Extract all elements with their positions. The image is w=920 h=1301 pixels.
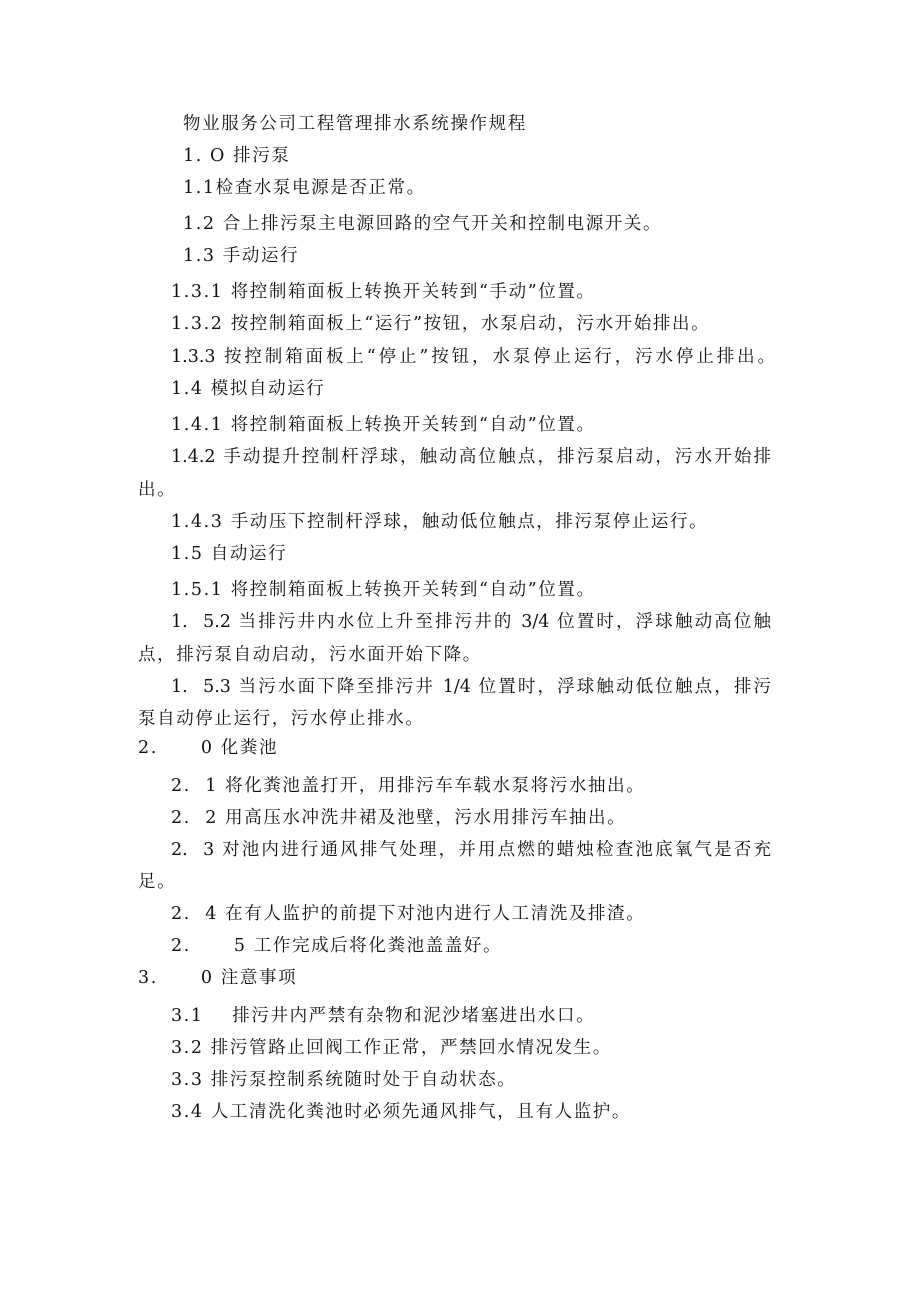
heading-3-0: 3. 0 注意事项 xyxy=(138,968,298,988)
item-1-3-2: 1.3.2 按控制箱面板上“运行”按钮，水泵启动，污水开始排出。 xyxy=(171,314,711,334)
item-3-4: 3.4 人工清洗化粪池时必须先通风排气，且有人监护。 xyxy=(171,1102,631,1122)
item-1-5-2-cont: 点，排污泵自动启动，污水面开始下降。 xyxy=(138,645,482,665)
item-2-3-cont: 足。 xyxy=(138,872,177,892)
item-3-1: 3.1 排污井内严禁有杂物和泥沙堵塞进出水口。 xyxy=(171,1006,596,1026)
item-1-5-2: 1. 5.2 当排污井内水位上升至排污井的 3/4 位置时，浮球触动高位触 xyxy=(171,612,771,632)
item-2-5: 2. 5 工作完成后将化粪池盖盖好。 xyxy=(171,936,503,956)
item-1-4-2-cont: 出。 xyxy=(138,480,177,500)
item-1-5: 1.5 自动运行 xyxy=(171,544,288,564)
document-title: 物业服务公司工程管理排水系统操作规程 xyxy=(183,114,527,134)
item-1-4-2: 1.4.2 手动提升控制杆浮球，触动高位触点，排污泵启动，污水开始排 xyxy=(171,447,771,467)
item-2-1: 2. 1 将化粪池盖打开，用排污车车载水泵将污水抽出。 xyxy=(171,776,646,796)
item-1-1: 1.1检查水泵电源是否正常。 xyxy=(183,178,426,198)
item-1-5-1: 1.5.1 将控制箱面板上转换开关转到“自动”位置。 xyxy=(171,580,596,600)
item-3-2: 3.2 排污管路止回阀工作正常，严禁回水情况发生。 xyxy=(171,1038,612,1058)
item-1-5-3: 1. 5.3 当污水面下降至排污井 1/4 位置时，浮球触动低位触点，排污 xyxy=(171,677,771,697)
item-1-4-3: 1.4.3 手动压下控制杆浮球，触动低位触点，排污泵停止运行。 xyxy=(171,512,709,532)
item-1-5-3-cont: 泵自动停止运行，污水停止排水。 xyxy=(138,709,425,729)
item-3-3: 3.3 排污泵控制系统随时处于自动状态。 xyxy=(171,1070,517,1090)
item-1-2: 1.2 合上排污泵主电源回路的空气开关和控制电源开关。 xyxy=(183,214,663,234)
item-1-3-3: 1.3.3 按控制箱面板上“停止”按钮，水泵停止运行，污水停止排出。 xyxy=(171,347,775,367)
item-2-3: 2. 3 对池内进行通风排气处理，并用点燃的蜡烛检查池底氧气是否充 xyxy=(171,840,771,860)
item-1-3-1: 1.3.1 将控制箱面板上转换开关转到“手动”位置。 xyxy=(171,282,596,302)
item-1-4-1: 1.4.1 将控制箱面板上转换开关转到“自动”位置。 xyxy=(171,415,596,435)
item-2-4: 2. 4 在有人监护的前提下对池内进行人工清洗及排渣。 xyxy=(171,904,646,924)
item-1-3: 1.3 手动运行 xyxy=(183,246,300,266)
item-2-2: 2. 2 用高压水冲洗井裙及池壁，污水用排污车抽出。 xyxy=(171,808,627,828)
heading-1-0: 1. O 排污泵 xyxy=(183,146,291,166)
heading-2-0: 2. 0 化粪池 xyxy=(138,738,279,758)
item-1-4: 1.4 模拟自动运行 xyxy=(171,379,326,399)
